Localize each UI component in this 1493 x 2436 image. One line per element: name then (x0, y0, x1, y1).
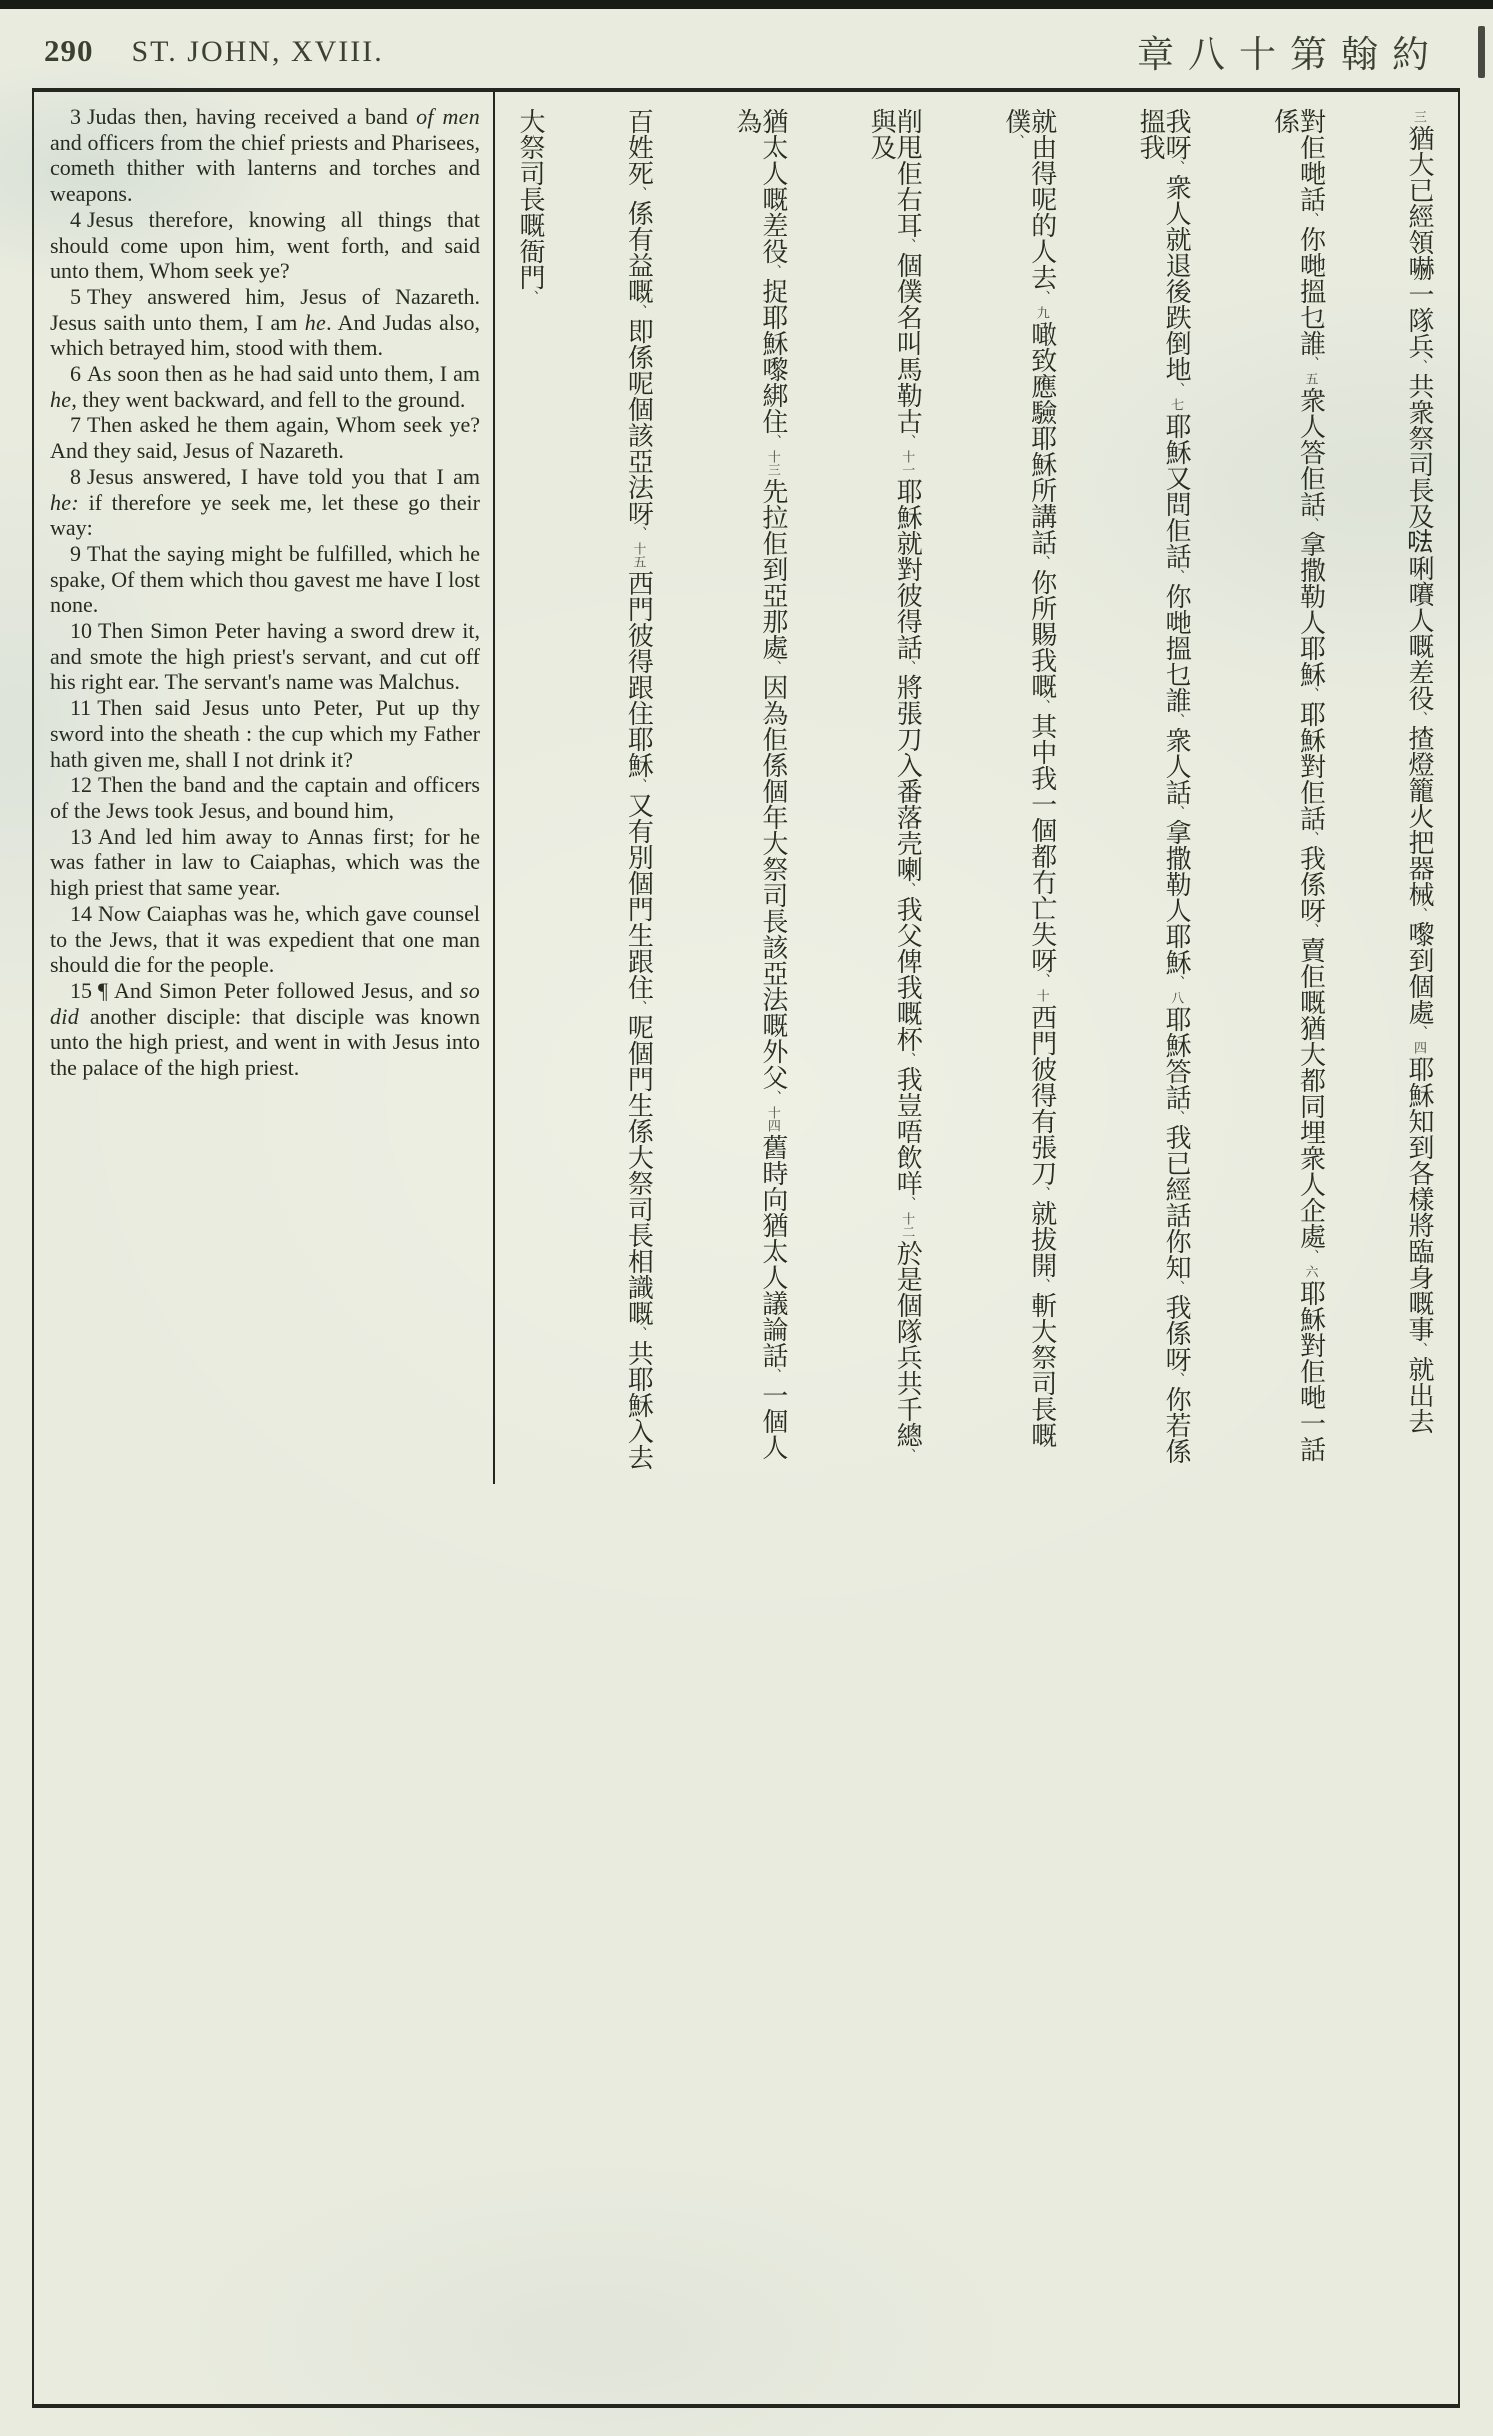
verse-paragraph (50, 772, 480, 823)
verse-text: Judas then, having received a band (87, 104, 417, 129)
verse-text: Then asked he them again, Whom seek ye? And they said, Jesus of Nazareth. (50, 412, 480, 464)
chinese-verse-number: 三 (1411, 110, 1427, 123)
verse-paragraph (50, 207, 480, 284)
english-column (34, 92, 493, 1484)
verse-number: 9 (70, 540, 81, 566)
page-header (34, 22, 1455, 80)
verse-text: That the saying might be fulfilled, which he spake, Of them which thou gavest me have I lost none. (50, 540, 480, 618)
running-title-chinese: 章八十第翰約 (1137, 35, 1443, 76)
verse-paragraph (50, 284, 480, 361)
scan-corner-mark (1478, 26, 1485, 78)
verse-paragraph (50, 824, 480, 901)
verse-text: Then the band and the captain and officers of the Jews took Jesus, and bound him, (50, 772, 480, 823)
verse-number: 7 (70, 412, 81, 438)
verse-text-italic: of men (416, 104, 480, 129)
verse-text-italic: he (304, 309, 327, 335)
verse-number: 14 (70, 900, 92, 926)
chinese-column-area (495, 92, 1458, 1484)
chinese-text-column: 就由得呢的人去、九噉致應驗耶穌所講話、你所賜我嘅、其中我一個都冇亡失呀、十西門彼得有張刀、就拔開、斬大祭司長嘅僕、 (1001, 108, 1057, 1448)
verse-text-italic: so did (50, 977, 480, 1029)
verse-text: if therefore ye seek me, let these go their way: (50, 489, 480, 541)
content-frame (32, 88, 1460, 2408)
text-columns-row (34, 92, 1458, 1484)
chinese-text-column: 大祭司長嘅衙門、 (516, 108, 545, 304)
verse-paragraph (50, 104, 480, 207)
verse-paragraph (50, 361, 480, 412)
chinese-verse-number: 十二 (900, 1212, 916, 1238)
verse-paragraph (50, 464, 480, 541)
chinese-verse-number: 五 (1303, 372, 1319, 385)
verse-text: Now Caiaphas was he, which gave counsel to the Jews, that it was expedient that one man should die for the people. (50, 900, 480, 978)
verse-text-italic: he (50, 386, 72, 412)
verse-text: Jesus therefore, knowing all things that should come upon him, went forth, and said unto them, Whom seek ye? (50, 206, 480, 284)
verse-text: . And Judas also, which betrayed him, stood with them. (50, 309, 480, 361)
verse-text: another disciple: that disciple was known unto the high priest, and went in with Jesus into the palace of the high priest. (50, 1003, 480, 1081)
verse-number: 10 (70, 618, 92, 644)
chinese-text-column: 對佢哋話、你哋搵乜誰、五衆人答佢話、拿撒勒人耶穌、耶穌對佢話、我係呀、賣佢嘅猶大都同埋衆人企處、六耶穌對佢哋一話係 (1270, 108, 1326, 1462)
chinese-text-column: 我呀、衆人就退後跌倒地、七耶穌又問佢話、你哋搵乜誰、衆人話、拿撒勒人耶穌、八耶穌答話、我已經話你知、我係呀、你若係搵我 (1136, 108, 1192, 1464)
verse-number: 12 (70, 772, 92, 798)
page-number: 290 (44, 33, 94, 68)
chinese-verse-number: 八 (1169, 991, 1185, 1004)
verse-number: 15 (70, 977, 92, 1003)
verse-number: 4 (70, 206, 81, 232)
chinese-verse-number: 六 (1303, 1265, 1319, 1278)
verse-text: As soon then as he had said unto them, I am (87, 361, 480, 387)
chinese-verse-number: 十四 (765, 1106, 781, 1132)
chinese-verse-number: 四 (1411, 1041, 1427, 1054)
verse-paragraph (50, 412, 480, 463)
verse-text: ¶ And Simon Peter followed Jesus, and (98, 977, 460, 1003)
chinese-text-column: 削甩佢右耳、個僕名叫馬勒古、十一耶穌就對彼得話、將張刀入番落壳喇、我父俾我嘅杯、我豈唔飲咩、十二於是個隊兵共千總、與及 (867, 108, 923, 1462)
verse-text-italic: he: (50, 489, 79, 515)
verse-paragraph (50, 618, 480, 695)
verse-text: They answered him, Jesus of Nazareth. Jesus saith unto them, I am (50, 283, 480, 335)
chinese-verse-number: 十一 (900, 450, 916, 476)
chinese-text-column: 百姓死、係有益嘅、即係呢個該亞法呀、十五西門彼得跟住耶穌、又有別個門生跟住、呢個門生係大祭司長相識嘅、共耶穌入去 (624, 108, 654, 1470)
verse-number: 8 (70, 463, 81, 489)
chinese-text-column: 猶太人嘅差役、捉耶穌嚟綁住、十三先拉佢到亞那處、因為佢係個年大祭司長該亞法嘅外父、十四舊時向猶太人議論話、一個人為 (732, 108, 788, 1460)
chinese-verse-number: 九 (1034, 306, 1050, 319)
verse-text: And led him away to Annas first; for he was father in law to Caiaphas, which was the high priest that same year. (50, 823, 480, 901)
chinese-verse-number: 十三 (765, 450, 781, 476)
verse-paragraph (50, 695, 480, 772)
verse-number: 5 (70, 283, 81, 309)
verse-text: , they went backward, and fell to the ground. (71, 386, 466, 412)
chinese-verse-number: 七 (1169, 398, 1185, 411)
blank-lower-page-area (34, 1484, 1458, 2384)
verse-text: Then said Jesus unto Peter, Put up thy sword into the sheath : the cup which my Father hath given me, shall I not drink it? (50, 695, 480, 772)
verse-number: 11 (70, 695, 92, 721)
verse-text: and officers from the chief priests and Pharisees, cometh thither with lanterns and torches and weapons. (50, 129, 480, 207)
chinese-verse-number: 十 (1034, 989, 1050, 1002)
verse-paragraph (50, 978, 480, 1081)
chinese-text-column: 三猶大已經領嚇一隊兵、共衆祭司長及𠵽唎㘔人嘅差役、揸燈籠火把器械、嚟到個處、四耶穌知到各樣將臨身嘅事、就出去 (1404, 110, 1434, 1434)
running-title-english: ST. JOHN, XVIII. (131, 35, 384, 68)
chinese-verse-number: 十五 (631, 542, 647, 568)
verse-number: 3 (70, 104, 81, 129)
verse-paragraph (50, 901, 480, 978)
verse-text: Jesus answered, I have told you that I am (87, 463, 480, 489)
verse-number: 13 (70, 823, 92, 849)
scan-top-edge (0, 0, 1493, 9)
verse-number: 6 (70, 361, 81, 387)
verse-paragraph (50, 541, 480, 618)
verse-text: Then Simon Peter having a sword drew it, and smote the high priest's servant, and cut off his right ear. The servant's name was Malchus. (50, 618, 480, 695)
header-left-group (44, 33, 384, 69)
